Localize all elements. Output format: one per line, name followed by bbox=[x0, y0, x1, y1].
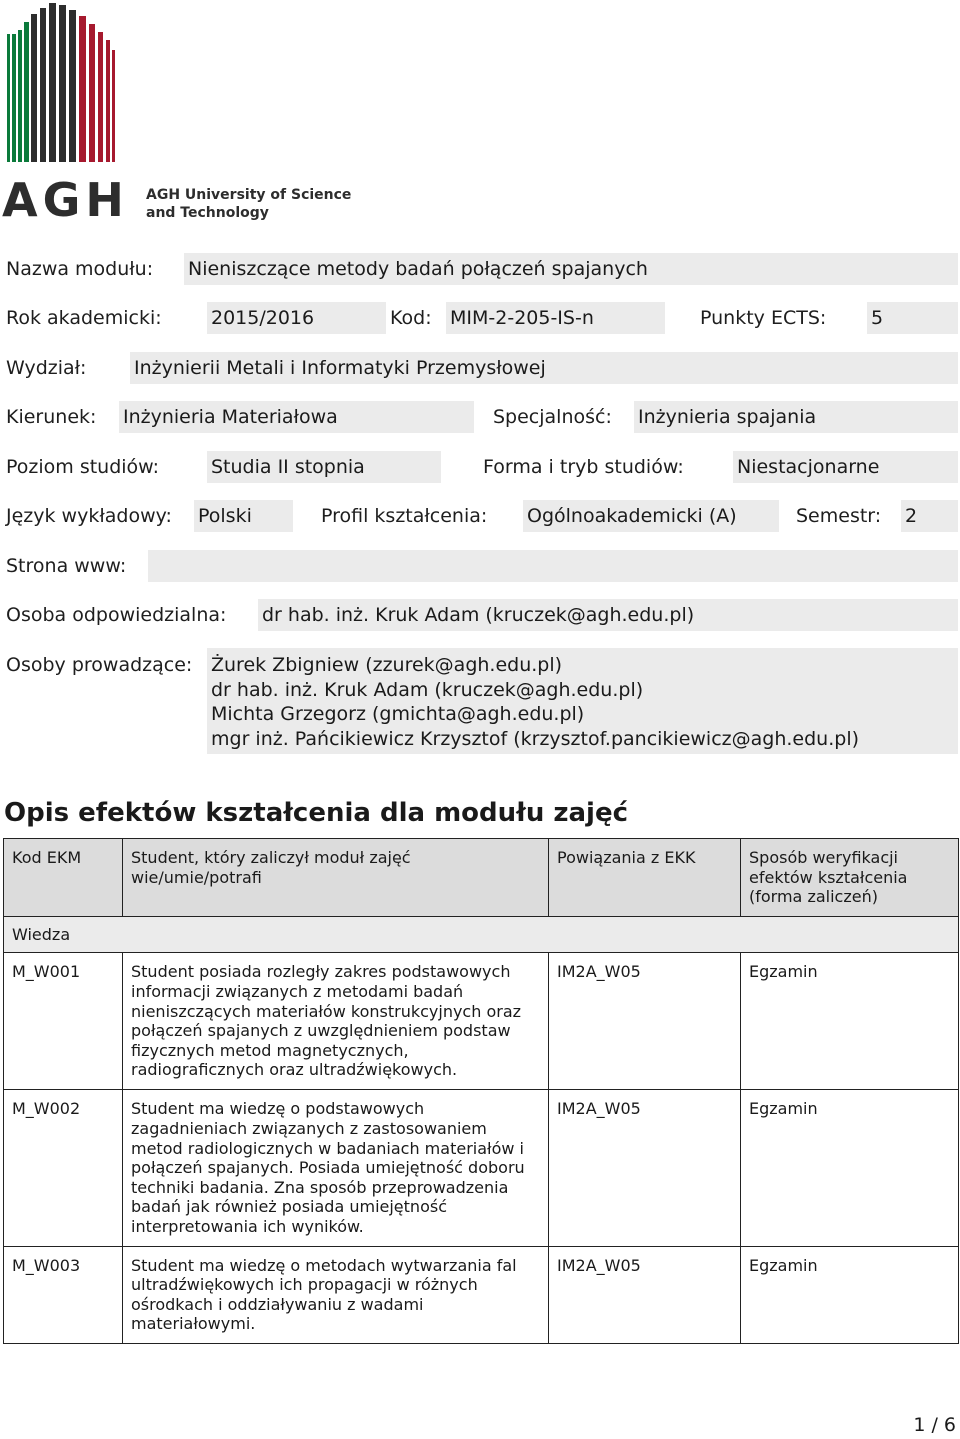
module-name-label: Nazwa modułu: bbox=[6, 258, 154, 280]
ects-label: Punkty ECTS: bbox=[700, 307, 827, 329]
field-of-study-row bbox=[0, 401, 960, 433]
language-row bbox=[0, 500, 960, 532]
language-value: Polski bbox=[194, 500, 293, 532]
teacher-item: Żurek Zbigniew (zzurek@agh.edu.pl) bbox=[211, 654, 563, 676]
profile-value: Ogólnoakademicki (A) bbox=[523, 500, 779, 532]
ects-value: 5 bbox=[867, 302, 958, 334]
page-number: 1 / 6 bbox=[913, 1414, 956, 1436]
verification-cell: Egzamin bbox=[741, 1090, 959, 1246]
outcome-description-cell: Student posiada rozległy zakres podstawowych informacji związanych z metodami badań nieniszczących materiałów konstrukcyjnych oraz połączeń spajanych z uwzględnieniem podstaw fizycznych metod magnetycznych, radiograficznych oraz ultradźwiękowych. bbox=[123, 953, 549, 1090]
learning-outcomes-table bbox=[3, 838, 959, 1344]
field-of-study-label: Kierunek: bbox=[6, 406, 97, 428]
faculty-label: Wydział: bbox=[6, 357, 87, 379]
responsible-label: Osoba odpowiedzialna: bbox=[6, 604, 227, 626]
ekk-cell: IM2A_W05 bbox=[549, 1246, 741, 1343]
table-header-row bbox=[4, 839, 959, 917]
ekm-code-cell: M_W001 bbox=[4, 953, 123, 1090]
code-value: MIM-2-205-IS-n bbox=[446, 302, 665, 334]
logo-stripes-red bbox=[79, 16, 115, 162]
ekm-code-cell: M_W003 bbox=[4, 1246, 123, 1343]
outcomes-section-title: Opis efektów kształcenia dla modułu zajęć bbox=[4, 798, 629, 828]
ekk-cell: IM2A_W05 bbox=[549, 1090, 741, 1246]
responsible-value: dr hab. inż. Kruk Adam (kruczek@agh.edu.pl) bbox=[258, 599, 958, 631]
teacher-item: Michta Grzegorz (gmichta@agh.edu.pl) bbox=[211, 703, 585, 725]
logo-tagline-line2: and Technology bbox=[146, 205, 269, 221]
teachers-list bbox=[207, 648, 958, 754]
verification-cell: Egzamin bbox=[741, 953, 959, 1090]
header-ekk-links: Powiązania z EKK bbox=[549, 839, 741, 917]
header-outcome-description: Student, który zaliczył moduł zajęć wie/umie/potrafi bbox=[123, 839, 549, 917]
website-value bbox=[148, 550, 958, 582]
verification-cell: Egzamin bbox=[741, 1246, 959, 1343]
header-ekm-code: Kod EKM bbox=[4, 839, 123, 917]
module-name-row bbox=[0, 253, 960, 285]
module-name-value: Nieniszczące metody badań połączeń spajanych bbox=[184, 253, 958, 285]
study-level-label: Poziom studiów: bbox=[6, 456, 160, 478]
logo-mark: AGH bbox=[2, 173, 129, 225]
study-form-value: Niestacjonarne bbox=[733, 451, 958, 483]
field-of-study-value: Inżynieria Materiałowa bbox=[119, 401, 474, 433]
specialization-label: Specjalność: bbox=[493, 406, 612, 428]
website-label: Strona www: bbox=[6, 555, 127, 577]
responsible-row bbox=[0, 599, 960, 631]
ekm-code-cell: M_W002 bbox=[4, 1090, 123, 1246]
header-verification-method: Sposób weryfikacji efektów kształcenia (forma zaliczeń) bbox=[741, 839, 959, 917]
study-form-label: Forma i tryb studiów: bbox=[483, 456, 684, 478]
website-row bbox=[0, 550, 960, 582]
category-row bbox=[4, 916, 959, 953]
outcome-description-cell: Student ma wiedzę o metodach wytwarzania fal ultradźwiękowych ich propagacji w różnych ośrodkach i oddziaływaniu z wadami materiałowymi. bbox=[123, 1246, 549, 1343]
language-label: Język wykładowy: bbox=[6, 505, 172, 527]
teachers-label: Osoby prowadzące: bbox=[6, 654, 193, 676]
logo-tagline-line1: AGH University of Science bbox=[146, 187, 352, 203]
study-level-row bbox=[0, 451, 960, 483]
table-row bbox=[4, 1246, 959, 1343]
ekk-cell: IM2A_W05 bbox=[549, 953, 741, 1090]
specialization-value: Inżynieria spajania bbox=[634, 401, 958, 433]
academic-year-row bbox=[0, 302, 960, 334]
category-label: Wiedza bbox=[4, 916, 959, 953]
faculty-row bbox=[0, 352, 960, 384]
study-level-value: Studia II stopnia bbox=[207, 451, 441, 483]
faculty-value: Inżynierii Metali i Informatyki Przemysłowej bbox=[130, 352, 958, 384]
outcome-description-cell: Student ma wiedzę o podstawowych zagadnieniach związanych z zastosowaniem metod radiologicznych w badaniach materiałów i połączeń spajanych. Posiada umiejętność doboru techniki badania. Zna sposób przeprowadzenia badań jak również posiada umiejętność interpretowania ich wyników. bbox=[123, 1090, 549, 1246]
academic-year-value: 2015/2016 bbox=[207, 302, 386, 334]
semester-label: Semestr: bbox=[796, 505, 882, 527]
table-row bbox=[4, 1090, 959, 1246]
logo-stripes-green bbox=[7, 22, 29, 162]
table-row bbox=[4, 953, 959, 1090]
profile-label: Profil kształcenia: bbox=[321, 505, 488, 527]
logo-stripes-gray bbox=[31, 3, 76, 162]
semester-value: 2 bbox=[901, 500, 958, 532]
teacher-item: dr hab. inż. Kruk Adam (kruczek@agh.edu.pl) bbox=[211, 678, 644, 701]
code-label: Kod: bbox=[390, 307, 432, 329]
teacher-item: mgr inż. Pańcikiewicz Krzysztof (krzysztof.pancikiewicz@agh.edu.pl) bbox=[211, 727, 860, 750]
agh-logo bbox=[0, 0, 360, 225]
academic-year-label: Rok akademicki: bbox=[6, 307, 162, 329]
